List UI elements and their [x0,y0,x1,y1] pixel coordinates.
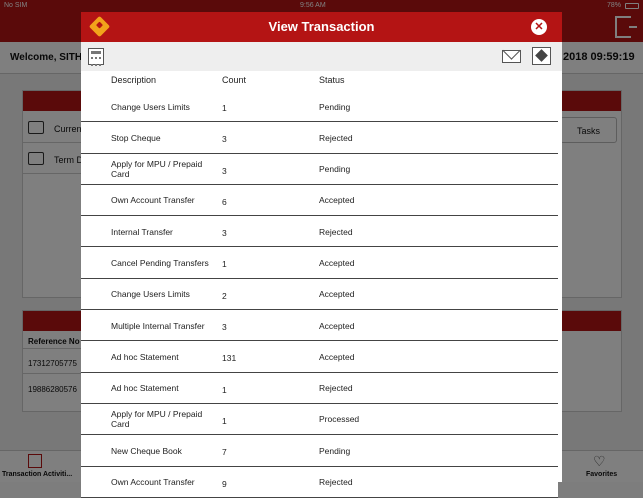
table-row[interactable] [81,91,558,122]
row-status: Accepted [319,320,355,331]
table-row[interactable] [81,310,558,341]
row-count: 1 [222,415,227,426]
row-status: Pending [319,164,351,175]
row-status: Accepted [319,257,355,268]
row-description: Multiple Internal Transfer [111,320,205,331]
row-description: New Cheque Book [111,445,182,456]
row-status: Accepted [319,195,355,206]
row-status: Pending [319,101,351,112]
row-status: Accepted [319,289,355,300]
row-status: Rejected [319,226,353,237]
table-row[interactable] [81,185,558,216]
row-count: 3 [222,134,227,145]
export-icon[interactable] [532,47,551,65]
row-count: 3 [222,165,227,176]
row-count: 7 [222,447,227,458]
table-row[interactable] [81,247,558,278]
transaction-table [81,91,562,498]
row-description: Internal Transfer [111,226,173,237]
row-count: 1 [222,384,227,395]
row-description: Apply for MPU / Prepaid Card [111,409,203,430]
table-row[interactable] [81,122,558,153]
row-count: 3 [222,322,227,333]
table-row[interactable] [81,435,558,466]
row-description: Change Users Limits [111,101,190,112]
table-row[interactable] [81,216,558,247]
row-description: Apply for MPU / Prepaid Card [111,159,203,180]
row-count: 3 [222,228,227,239]
row-count: 131 [222,353,237,364]
close-button[interactable]: ✕ [531,19,547,35]
modal-toolbar [81,42,562,71]
row-count: 9 [222,478,227,489]
row-count: 1 [222,103,227,113]
row-status: Rejected [319,383,353,394]
row-status: Accepted [319,351,355,362]
row-status: Rejected [319,477,353,488]
row-status: Processed [319,414,360,425]
row-status: Pending [319,445,351,456]
row-status: Rejected [319,132,353,143]
row-description: Change Users Limits [111,289,190,300]
calculator-icon[interactable] [88,48,104,65]
table-header [81,71,562,91]
view-transaction-modal [81,12,562,489]
column-header-status: Status [319,75,345,85]
table-row[interactable] [81,341,558,372]
column-header-count: Count [222,75,247,85]
table-row[interactable] [81,373,558,404]
row-description: Ad hoc Statement [111,383,179,394]
row-count: 2 [222,290,227,301]
row-description: Own Account Transfer [111,477,195,488]
column-header-description: Description [111,75,157,85]
modal-title: View Transaction [268,19,375,34]
row-description: Stop Cheque [111,132,161,143]
table-row[interactable] [81,404,558,435]
row-description: Ad hoc Statement [111,351,179,362]
row-count: 1 [222,259,227,270]
row-description: Own Account Transfer [111,195,195,206]
row-count: 6 [222,196,227,207]
modal-header [81,12,562,42]
table-row[interactable] [81,154,558,185]
mail-icon[interactable] [502,50,521,63]
table-row[interactable] [81,467,558,498]
row-description: Cancel Pending Transfers [111,257,209,268]
table-row[interactable] [81,279,558,310]
